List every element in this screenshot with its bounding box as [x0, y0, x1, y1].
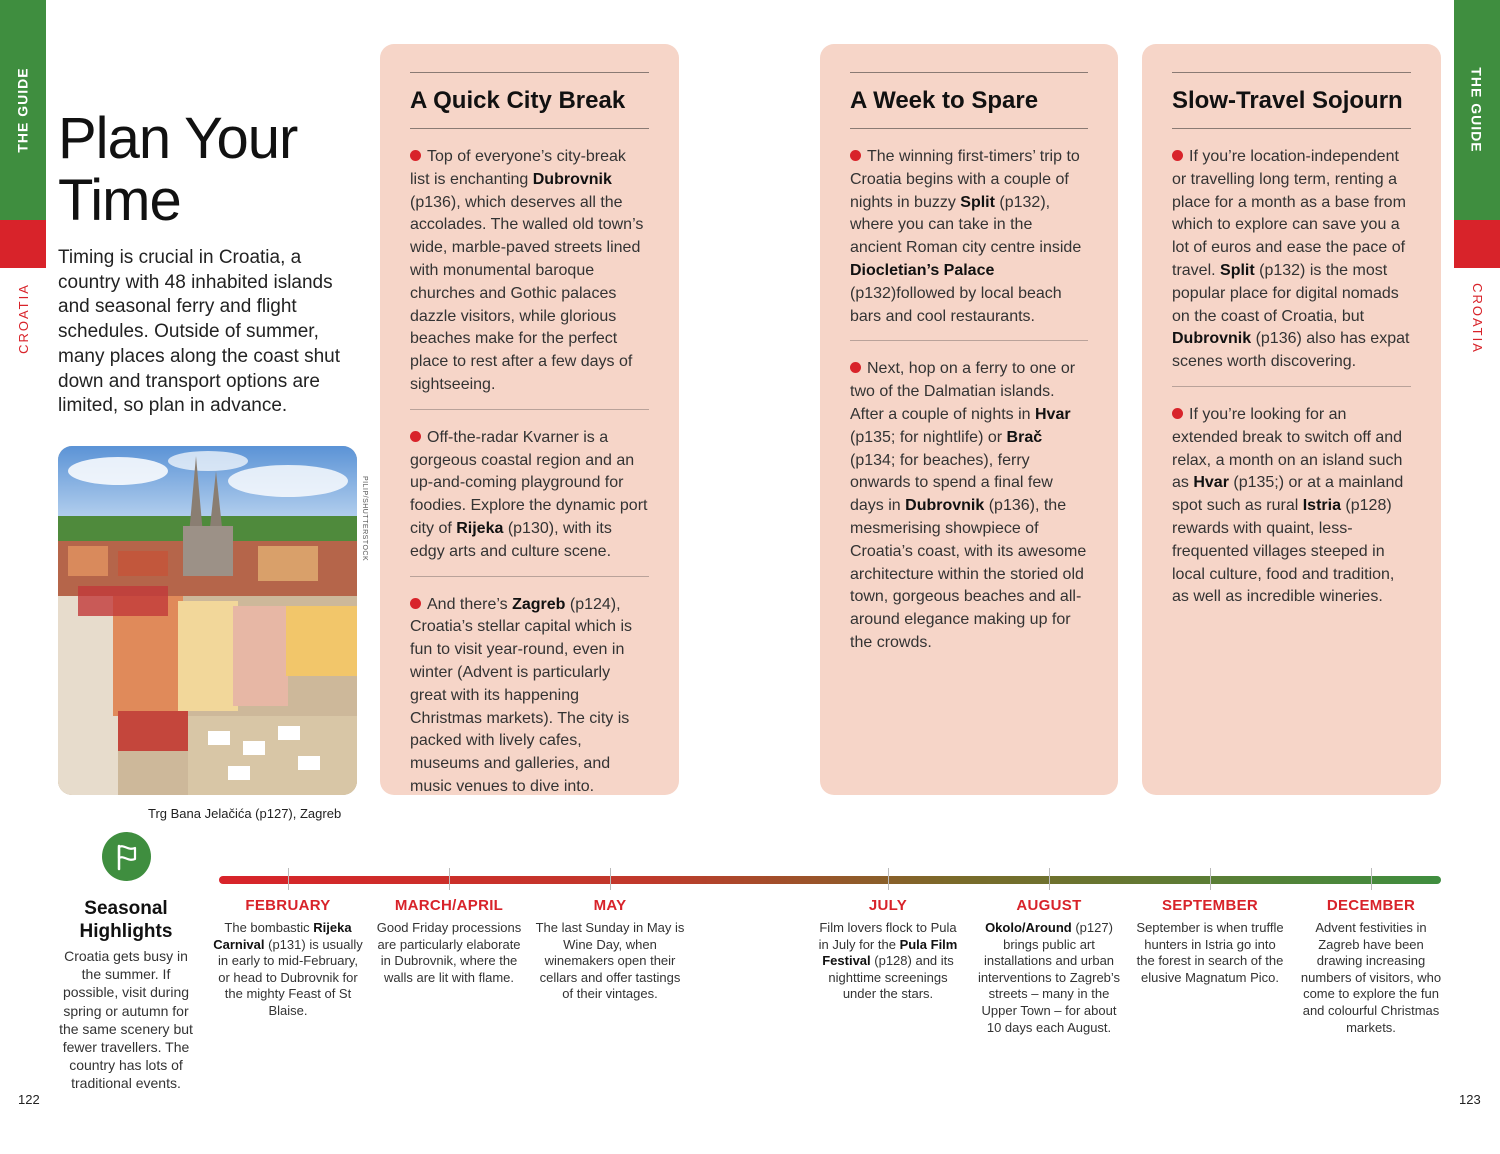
bullet-dot-icon — [1172, 408, 1183, 419]
zagreb-photo-illustration — [58, 446, 357, 795]
bold-place-name: Brač — [1006, 428, 1043, 446]
timeline-tick — [888, 868, 889, 890]
body-text: (p131) is usually in early to mid-February, or head to Dubrovnik for the mighty Feast of St Blaise. — [218, 936, 363, 1018]
month-description — [813, 920, 963, 1003]
body-text: And there’s — [427, 595, 513, 613]
body-text: If you’re looking for an extended break to switch off and relax, a month on an island such as — [1172, 405, 1403, 492]
bold-place-name: Istria — [1302, 497, 1341, 515]
card-week-to-spare — [820, 44, 1118, 795]
timeline-month — [374, 896, 524, 986]
body-text: (p128) rewards with quaint, less-frequented villages steeped in local culture, food and tradition, as well as incredible wineries. — [1172, 497, 1395, 606]
card-items — [410, 129, 649, 811]
timeline-tick — [610, 868, 611, 890]
timeline-tick — [1371, 868, 1372, 890]
bold-place-name: Rijeka — [456, 519, 504, 537]
timeline-month — [1296, 896, 1446, 1036]
card-quick-city-break — [380, 44, 679, 795]
month-description — [535, 920, 685, 1003]
bold-place-name: Split — [1220, 261, 1255, 279]
bullet-dot-icon — [410, 150, 421, 161]
body-text: (p136) also has expat scenes worth discovering. — [1172, 330, 1410, 371]
card-item — [1172, 129, 1411, 387]
seasonal-highlights-text: Croatia gets busy in the summer. If possible, visit during spring or autumn for the same scenery but fewer travellers. The country has lots of traditional events. — [59, 948, 193, 1092]
card-items — [850, 129, 1088, 667]
card-slow-travel-sojourn — [1142, 44, 1441, 795]
page-number-left: 122 — [18, 1092, 40, 1107]
page-title: Plan Your Time — [58, 106, 298, 233]
timeline-month — [535, 896, 685, 1003]
body-text: Advent festivities in Zagreb have been drawing increasing numbers of visitors, who come to explore the fun and colourful Christmas markets. — [1300, 920, 1442, 1035]
bullet-dot-icon — [410, 598, 421, 609]
body-text: (p135;) or at a mainland spot such as rural — [1172, 474, 1404, 515]
body-text: September is when truffle hunters in Istria go into the forest in search of the elusive Magnatum Pico. — [1136, 920, 1284, 985]
timeline-month — [974, 896, 1124, 1036]
bold-place-name: Dubrovnik — [1172, 330, 1252, 348]
body-text: (p135; for nightlife) or — [850, 428, 1007, 446]
month-description — [213, 920, 363, 1020]
card-item — [850, 129, 1088, 341]
card-item — [1172, 387, 1411, 621]
country-tab-label: CROATIA — [1469, 282, 1485, 354]
country-tab-label: CROATIA — [15, 282, 31, 354]
body-text: (p127) brings public art installations and urban interventions to Zagreb’s streets – many in the Upper Town – for about 10 days each August. — [977, 920, 1121, 1035]
zagreb-photo — [58, 446, 357, 795]
body-text: Good Friday processions are particularly elaborate in Dubrovnik, where the walls are lit with flame. — [376, 920, 522, 985]
timeline-tick — [449, 868, 450, 890]
body-text: The last Sunday in May is Wine Day, when winemakers open their cellars and offer tastings of their vintages. — [535, 920, 685, 1002]
month-description — [374, 920, 524, 986]
photo-caption: Trg Bana Jelačića (p127), Zagreb — [148, 806, 342, 821]
month-name: DECEMBER — [1326, 897, 1416, 914]
body-text: Next, hop on a ferry to one or two of the Dalmatian islands. After a couple of nights in — [850, 360, 1076, 423]
month-description — [974, 920, 1124, 1036]
bold-place-name: Zagreb — [512, 595, 566, 613]
seasonal-highlights-title: Seasonal Highlights — [79, 898, 173, 942]
timeline-month — [1135, 896, 1285, 986]
timeline-tick — [1210, 868, 1211, 890]
photo-credit: PILIP/SHUTTERSTOCK — [361, 476, 368, 562]
bold-place-name: Okolo/Around — [985, 920, 1072, 935]
body-text: (p124), Croatia’s stellar capital which is fun to visit year-round, even in winter (Advent is particularly great with its happening Christmas markets). The city is packed with lively cafes, museums and galleries, and music venues to dive into. — [410, 595, 633, 795]
page-number-right: 123 — [1459, 1092, 1481, 1107]
body-text: (p128) and its nighttime screenings under the stars. — [828, 953, 954, 1002]
body-text: (p132)followed by local beach bars and cool restaurants. — [850, 284, 1062, 325]
bold-place-name: Diocletian’s Palace — [850, 261, 995, 279]
card-title: Slow-Travel Sojourn — [1172, 73, 1411, 129]
bold-place-name: Dubrovnik — [532, 170, 612, 188]
bold-place-name: Rijeka Carnival — [213, 920, 352, 952]
month-name: MAY — [593, 897, 627, 914]
month-name: JULY — [868, 897, 908, 914]
timeline-tick — [1049, 868, 1050, 890]
body-text: Film lovers flock to Pula in July for the — [818, 920, 957, 952]
bullet-dot-icon — [410, 431, 421, 442]
bold-place-name: Hvar — [1035, 405, 1071, 423]
bold-place-name: Pula Film Festival — [822, 936, 958, 969]
card-item — [410, 129, 649, 410]
card-title: A Week to Spare — [850, 73, 1088, 129]
intro-text: Timing is crucial in Croatia, a country with 48 inhabited islands and seasonal ferry and flight schedules. Outside of summer, many places along the coast shut down and transport options are limited, so plan in advance. — [58, 247, 341, 417]
card-item — [850, 341, 1088, 666]
body-text: (p130), with its edgy arts and culture scene. — [410, 519, 612, 560]
bullet-dot-icon — [850, 362, 861, 373]
body-text: The bombastic — [224, 920, 314, 935]
card-items — [1172, 129, 1411, 621]
timeline-month — [213, 896, 363, 1020]
month-description — [1135, 920, 1285, 986]
body-text: Top of everyone’s city-break list is enchanting — [410, 148, 626, 188]
section-tab-label: THE GUIDE — [15, 67, 32, 153]
month-name: AUGUST — [1016, 897, 1082, 914]
month-name: SEPTEMBER — [1161, 897, 1259, 914]
flag-icon — [102, 832, 151, 881]
timeline-bar — [219, 876, 1441, 884]
timeline-month — [813, 896, 963, 1003]
body-text: (p136), which deserves all the accolades. The walled old town’s wide, marble-paved streets lined with monumental baroque churches and Gothic palaces dazzle visitors, while glorious beaches make for the perfect place to rest after a few days of sightseeing. — [410, 193, 644, 393]
bullet-dot-icon — [1172, 150, 1183, 161]
body-text: Off-the-radar Kvarner is a gorgeous coastal region and an up-and-coming playground for foodies. Explore the dynamic port city of — [410, 428, 648, 537]
card-item — [410, 410, 649, 577]
month-name: FEBRUARY — [245, 897, 331, 914]
month-description — [1296, 920, 1446, 1036]
bold-place-name: Split — [960, 193, 995, 211]
timeline-tick — [288, 868, 289, 890]
bold-place-name: Hvar — [1193, 474, 1229, 492]
section-tab-label: THE GUIDE — [1469, 67, 1486, 153]
body-text: (p134; for beaches), ferry onwards to spend a final few days in — [850, 451, 1053, 515]
card-item — [410, 577, 649, 811]
bold-place-name: Dubrovnik — [905, 497, 985, 515]
month-name: MARCH/APRIL — [394, 897, 504, 914]
body-text: If you’re location-independent or travelling long term, renting a place for a month as a base from which to explore can save you a lot of euros and ease the pace of travel. — [1172, 148, 1406, 279]
body-text: The winning first-timers’ trip to Croatia begins with a couple of nights in buzzy — [850, 148, 1080, 211]
body-text: (p132), where you can take in the ancient Roman city centre inside — [850, 193, 1082, 257]
body-text: (p136), the mesmerising showpiece of Croatia’s coast, with its awesome architecture within the storied old town, gorgeous beaches and all-around elegance making up for the crowds. — [850, 497, 1087, 651]
card-title: A Quick City Break — [410, 73, 649, 129]
body-text: (p132) is the most popular place for digital nomads on the coast of Croatia, but — [1172, 261, 1399, 325]
bullet-dot-icon — [850, 150, 861, 161]
